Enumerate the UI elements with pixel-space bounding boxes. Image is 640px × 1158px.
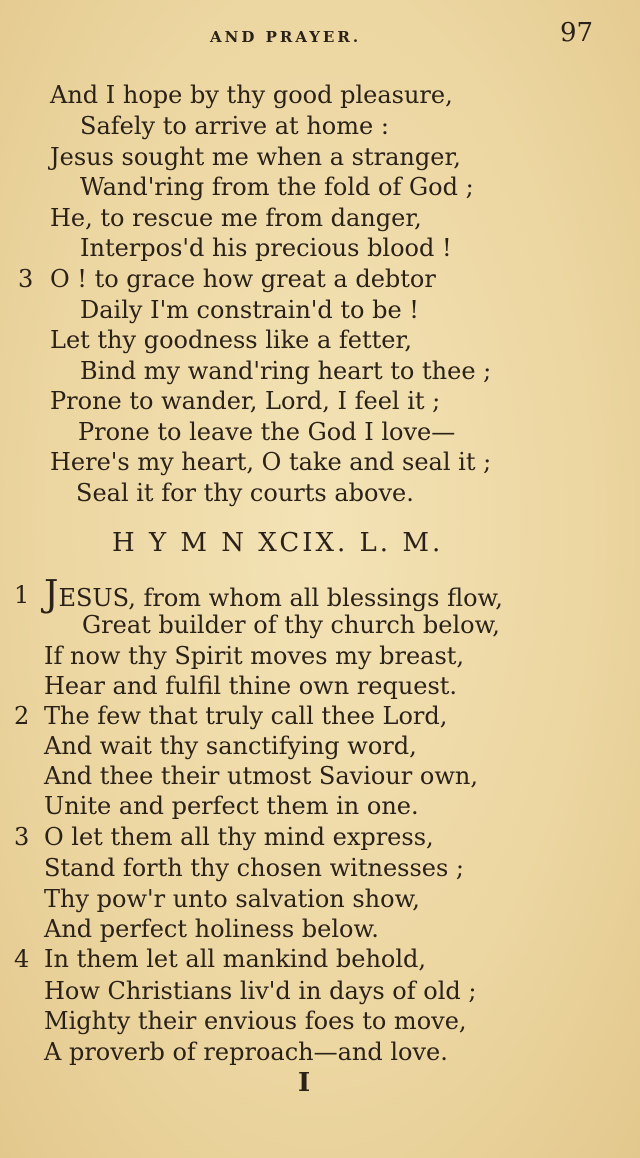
verse-line: Prone to wander, Lord, I feel it ; <box>50 387 441 415</box>
verse-line: If now thy Spirit moves my breast, <box>44 642 465 670</box>
verse-number: 3 <box>14 823 30 851</box>
verse-line: And wait thy sanctifying word, <box>44 732 417 760</box>
verse-line: Interpos'd his precious blood ! <box>80 234 452 262</box>
verse-line: Safely to arrive at home : <box>80 112 389 140</box>
verse-line: Bind my wand'ring heart to thee ; <box>80 357 492 385</box>
verse-line: And thee their utmost Saviour own, <box>44 762 478 790</box>
verse-line: He, to rescue me from danger, <box>50 204 422 232</box>
verse-line: Hear and fulfil thine own request. <box>44 672 458 700</box>
verse-line: Here's my heart, O take and seal it ; <box>50 448 492 476</box>
page-number: 97 <box>560 18 594 48</box>
verse-line: Prone to leave the God I love— <box>78 418 456 446</box>
verse-line: Unite and perfect them in one. <box>44 792 419 820</box>
verse-line: Seal it for thy courts above. <box>76 479 414 507</box>
verse-number: 2 <box>14 702 30 730</box>
verse-line: The few that truly call thee Lord, <box>44 702 448 730</box>
verse-line: Thy pow'r unto salvation show, <box>44 885 420 913</box>
verse-number: 3 <box>18 265 34 293</box>
verse-number: 1 <box>14 581 30 609</box>
verse-line: O let them all thy mind express, <box>44 823 434 851</box>
verse-line: A proverb of reproach—and love. <box>44 1038 448 1066</box>
drop-cap: J <box>44 574 59 615</box>
verse-line: And perfect holiness below. <box>44 915 379 943</box>
running-head: AND PRAYER. <box>210 28 362 46</box>
first-line-text: ESUS, from whom all blessings flow, <box>58 584 503 612</box>
verse-line: Jesus sought me when a stranger, <box>50 143 461 171</box>
verse-line: O ! to grace how great a debtor <box>50 265 436 293</box>
verse-number: 4 <box>14 945 30 973</box>
verse-line-first <box>44 574 503 615</box>
verse-line: Wand'ring from the fold of God ; <box>80 173 474 201</box>
verse-line: Mighty their envious foes to move, <box>44 1007 467 1035</box>
verse-line: Great builder of thy church below, <box>82 611 500 639</box>
verse-line: How Christians liv'd in days of old ; <box>44 977 477 1005</box>
verse-line: And I hope by thy good pleasure, <box>50 81 453 109</box>
verse-line: In them let all mankind behold, <box>44 945 427 973</box>
hymn-title: H Y M N XCIX. L. M. <box>112 528 444 558</box>
verse-line: Stand forth thy chosen witnesses ; <box>44 854 465 882</box>
verse-line: Daily I'm constrain'd to be ! <box>80 296 419 324</box>
verse-line: Let thy goodness like a fetter, <box>50 326 412 354</box>
signature-mark: I <box>298 1068 311 1098</box>
